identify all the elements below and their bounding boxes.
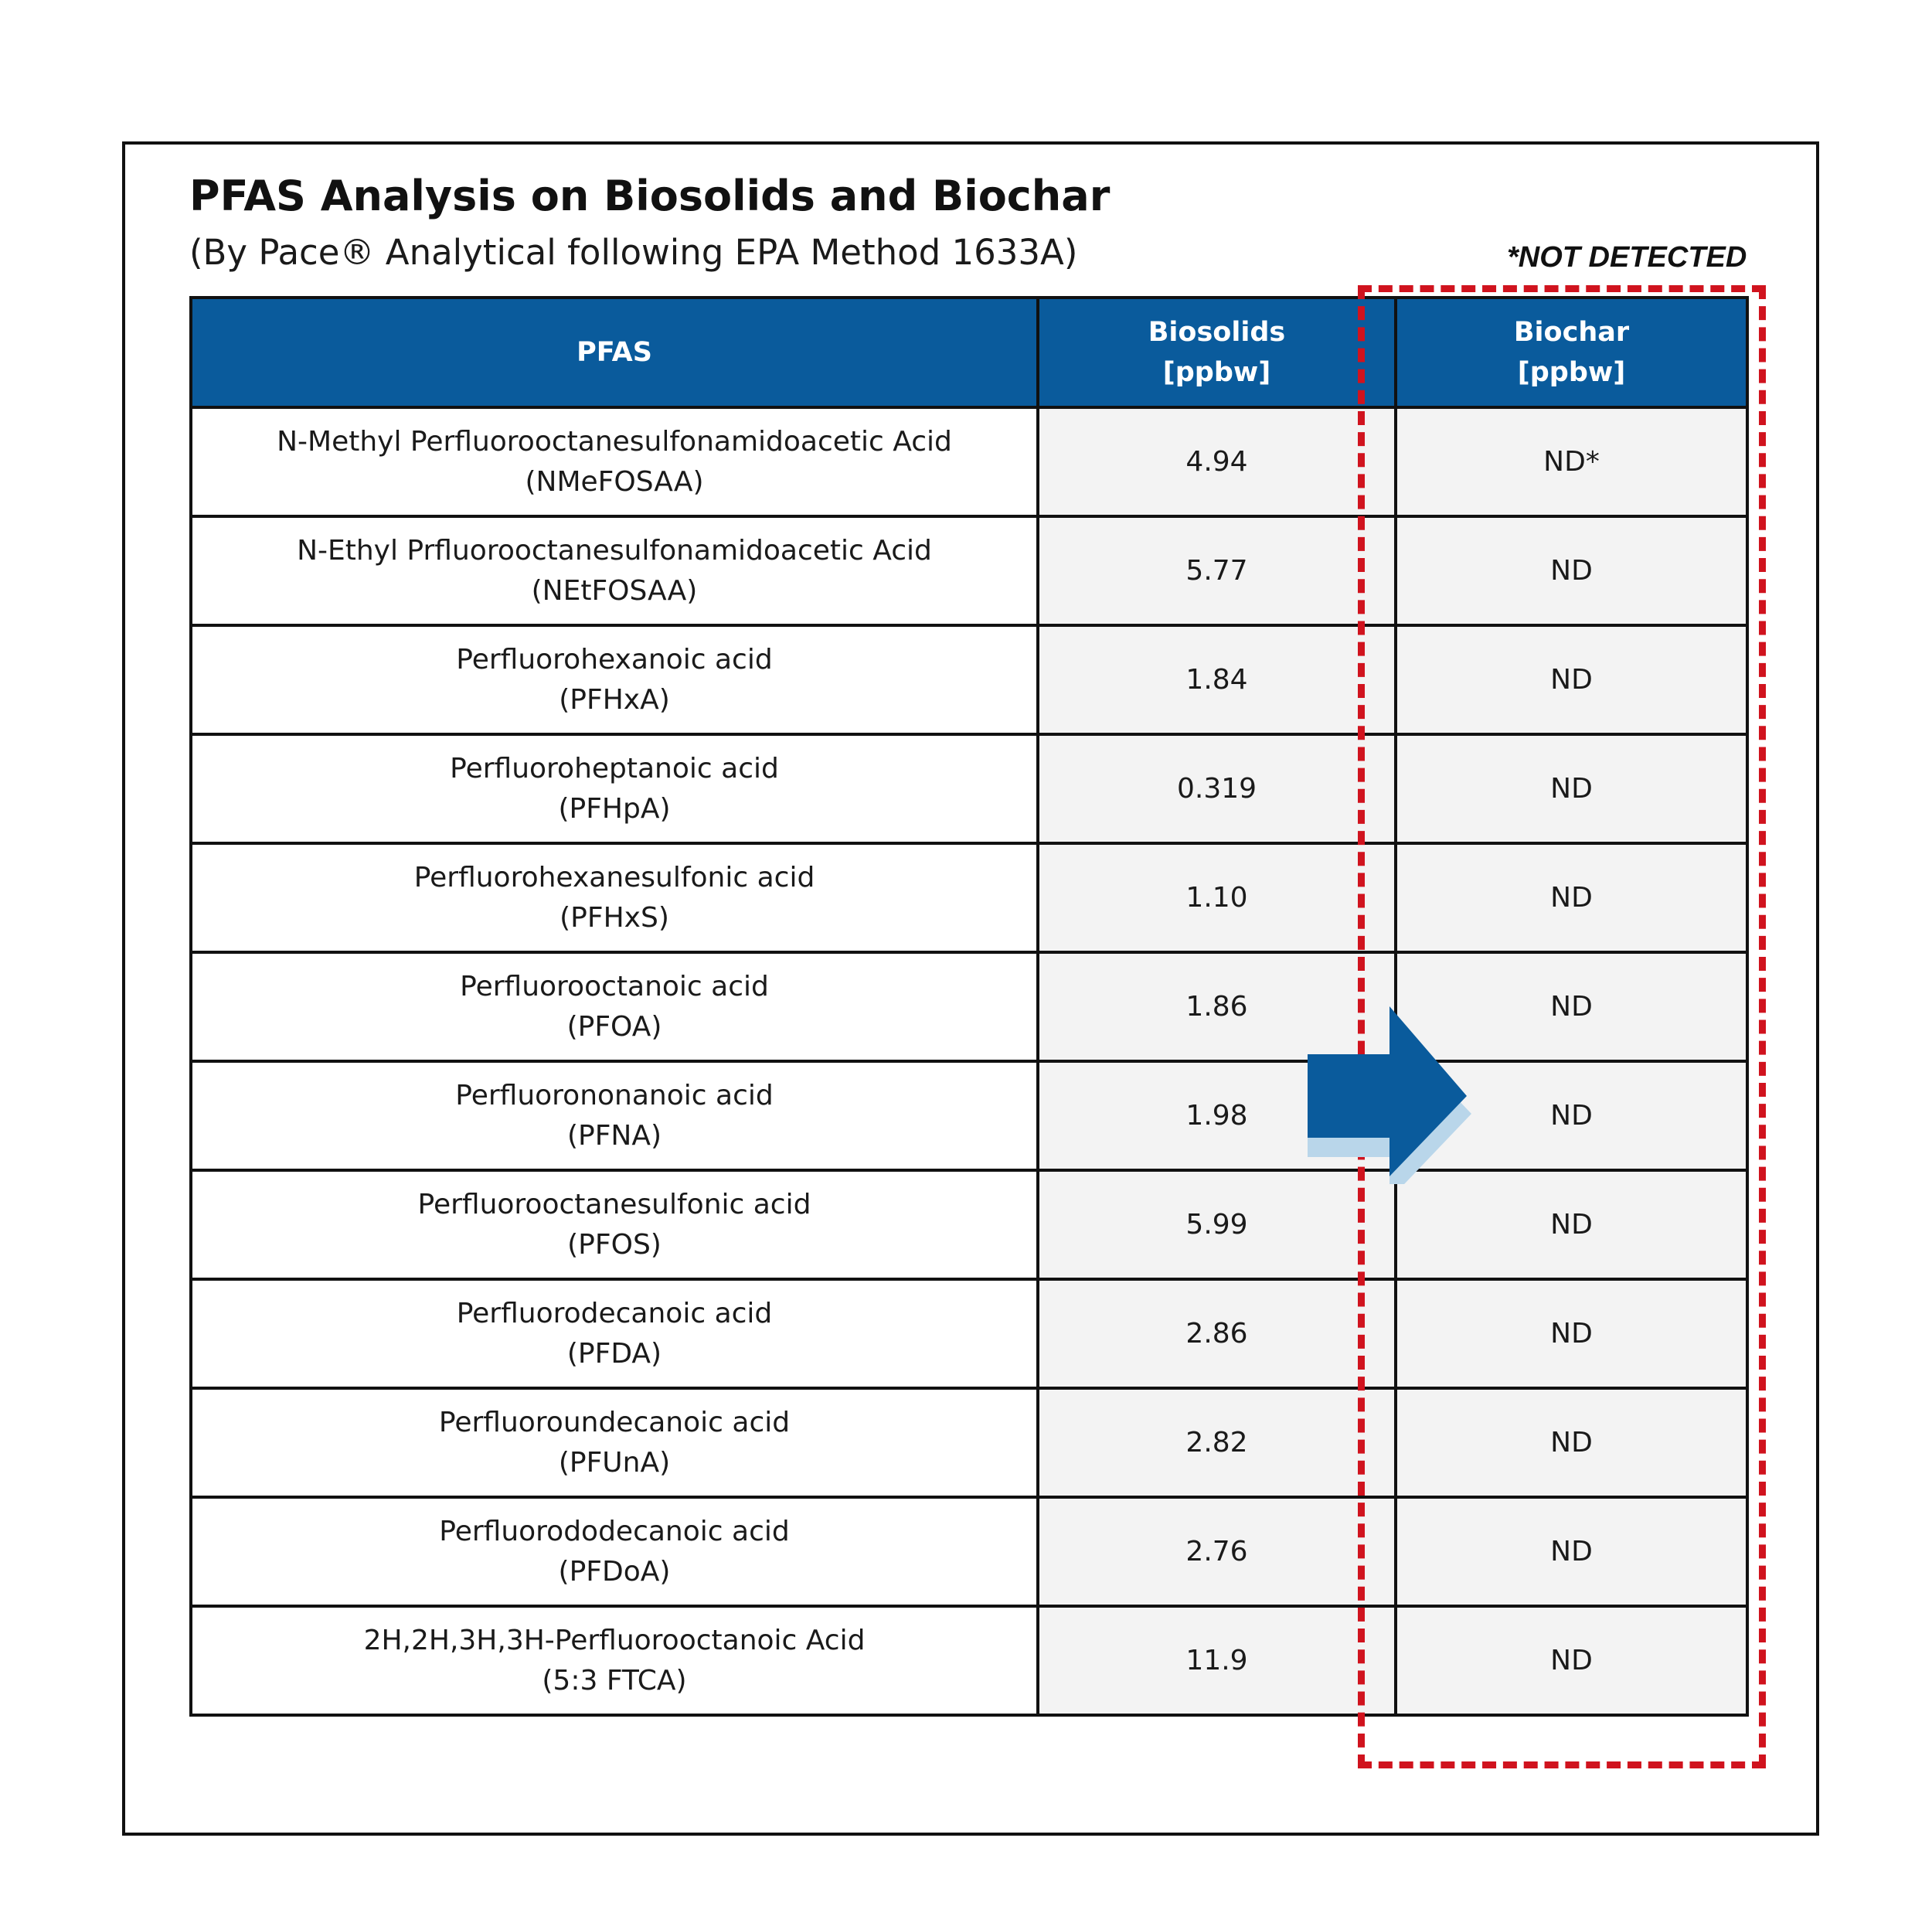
pfas-name: Perfluoroheptanoic acid: [450, 752, 779, 785]
biosolids-value: 1.98: [1038, 1061, 1396, 1170]
pfas-cell: [191, 407, 1038, 516]
table-row: [191, 625, 1747, 734]
biochar-value: ND: [1396, 516, 1747, 625]
biochar-value: ND: [1396, 1497, 1747, 1606]
biosolids-value: 2.86: [1038, 1279, 1396, 1388]
header-biochar-label: Biochar: [1513, 317, 1630, 348]
table-row: [191, 1606, 1747, 1715]
pfas-name: Perfluorodecanoic acid: [456, 1297, 773, 1329]
biosolids-value: 0.319: [1038, 734, 1396, 843]
header-biosolids-unit: [ppbw]: [1162, 357, 1271, 388]
biosolids-value: 1.86: [1038, 952, 1396, 1061]
biosolids-value: 2.76: [1038, 1497, 1396, 1606]
pfas-name: Perfluorododecanoic acid: [439, 1515, 790, 1547]
pfas-abbreviation: (NEtFOSAA): [531, 574, 698, 607]
pfas-name: Perfluoroundecanoic acid: [438, 1406, 791, 1438]
biochar-value: ND: [1396, 625, 1747, 734]
biosolids-value: 5.99: [1038, 1170, 1396, 1279]
biosolids-value: 5.77: [1038, 516, 1396, 625]
table-body: [191, 407, 1747, 1715]
table-row: [191, 1170, 1747, 1279]
pfas-name: Perfluorooctanoic acid: [460, 970, 769, 1002]
table-row: [191, 952, 1747, 1061]
page-subtitle: (By Pace® Analytical following EPA Method 1633A): [189, 232, 1078, 273]
pfas-name: 2H,2H,3H,3H-Perfluorooctanoic Acid: [363, 1624, 866, 1656]
biosolids-value: 4.94: [1038, 407, 1396, 516]
pfas-cell: [191, 1170, 1038, 1279]
biosolids-value: 11.9: [1038, 1606, 1396, 1715]
biosolids-value: 1.84: [1038, 625, 1396, 734]
pfas-cell: [191, 516, 1038, 625]
biosolids-value: 2.82: [1038, 1388, 1396, 1497]
pfas-cell: [191, 952, 1038, 1061]
pfas-name: Perfluorononanoic acid: [455, 1079, 774, 1111]
header-biochar-unit: [ppbw]: [1517, 357, 1626, 388]
pfas-cell: [191, 625, 1038, 734]
pfas-abbreviation: (NMeFOSAA): [525, 465, 704, 498]
pfas-abbreviation: (PFHxS): [560, 901, 669, 934]
pfas-abbreviation: (PFDoA): [558, 1555, 671, 1588]
pfas-abbreviation: (PFUnA): [558, 1446, 671, 1479]
table-header-row: [191, 298, 1747, 407]
table-row: [191, 1061, 1747, 1170]
header-biosolids-label: Biosolids: [1148, 317, 1286, 348]
header-biochar: [1396, 298, 1747, 407]
pfas-abbreviation: (PFHxA): [559, 683, 670, 716]
pfas-cell: [191, 1061, 1038, 1170]
pfas-name: Perfluorooctanesulfonic acid: [417, 1188, 811, 1220]
table-row: [191, 407, 1747, 516]
header-biosolids: [1038, 298, 1396, 407]
pfas-name: Perfluorohexanoic acid: [456, 643, 773, 676]
page-title: PFAS Analysis on Biosolids and Biochar: [189, 172, 1111, 220]
pfas-abbreviation: (5:3 FTCA): [542, 1664, 687, 1697]
biochar-value: ND: [1396, 1170, 1747, 1279]
table-row: [191, 516, 1747, 625]
biochar-value: ND: [1396, 1388, 1747, 1497]
biochar-value: ND: [1396, 1606, 1747, 1715]
biosolids-value: 1.10: [1038, 843, 1396, 952]
biochar-value: ND: [1396, 1061, 1747, 1170]
table-row: [191, 843, 1747, 952]
pfas-abbreviation: (PFNA): [566, 1119, 662, 1152]
table-row: [191, 1497, 1747, 1606]
table-row: [191, 1388, 1747, 1497]
pfas-cell: [191, 1497, 1038, 1606]
pfas-abbreviation: (PFHpA): [558, 792, 671, 825]
pfas-cell: [191, 1606, 1038, 1715]
pfas-cell: [191, 1388, 1038, 1497]
pfas-name: N-Methyl Perfluorooctanesulfonamidoacetic Acid: [277, 425, 952, 458]
header-pfas: [191, 298, 1038, 407]
pfas-abbreviation: (PFOS): [567, 1228, 662, 1261]
biochar-value: ND: [1396, 843, 1747, 952]
pfas-name: Perfluorohexanesulfonic acid: [413, 861, 815, 893]
pfas-name: N-Ethyl Prfluorooctanesulfonamidoacetic Acid: [297, 534, 932, 567]
pfas-abbreviation: (PFOA): [566, 1010, 662, 1043]
table-row: [191, 734, 1747, 843]
pfas-cell: [191, 734, 1038, 843]
pfas-cell: [191, 843, 1038, 952]
not-detected-note: *NOT DETECTED: [1507, 241, 1747, 274]
pfas-table: [189, 296, 1749, 1717]
header-pfas-label: PFAS: [577, 337, 652, 368]
biochar-value: ND: [1396, 734, 1747, 843]
biochar-value: ND: [1396, 1279, 1747, 1388]
biochar-value: ND: [1396, 952, 1747, 1061]
biochar-value: ND*: [1396, 407, 1747, 516]
table-row: [191, 1279, 1747, 1388]
pfas-abbreviation: (PFDA): [566, 1337, 662, 1370]
pfas-cell: [191, 1279, 1038, 1388]
